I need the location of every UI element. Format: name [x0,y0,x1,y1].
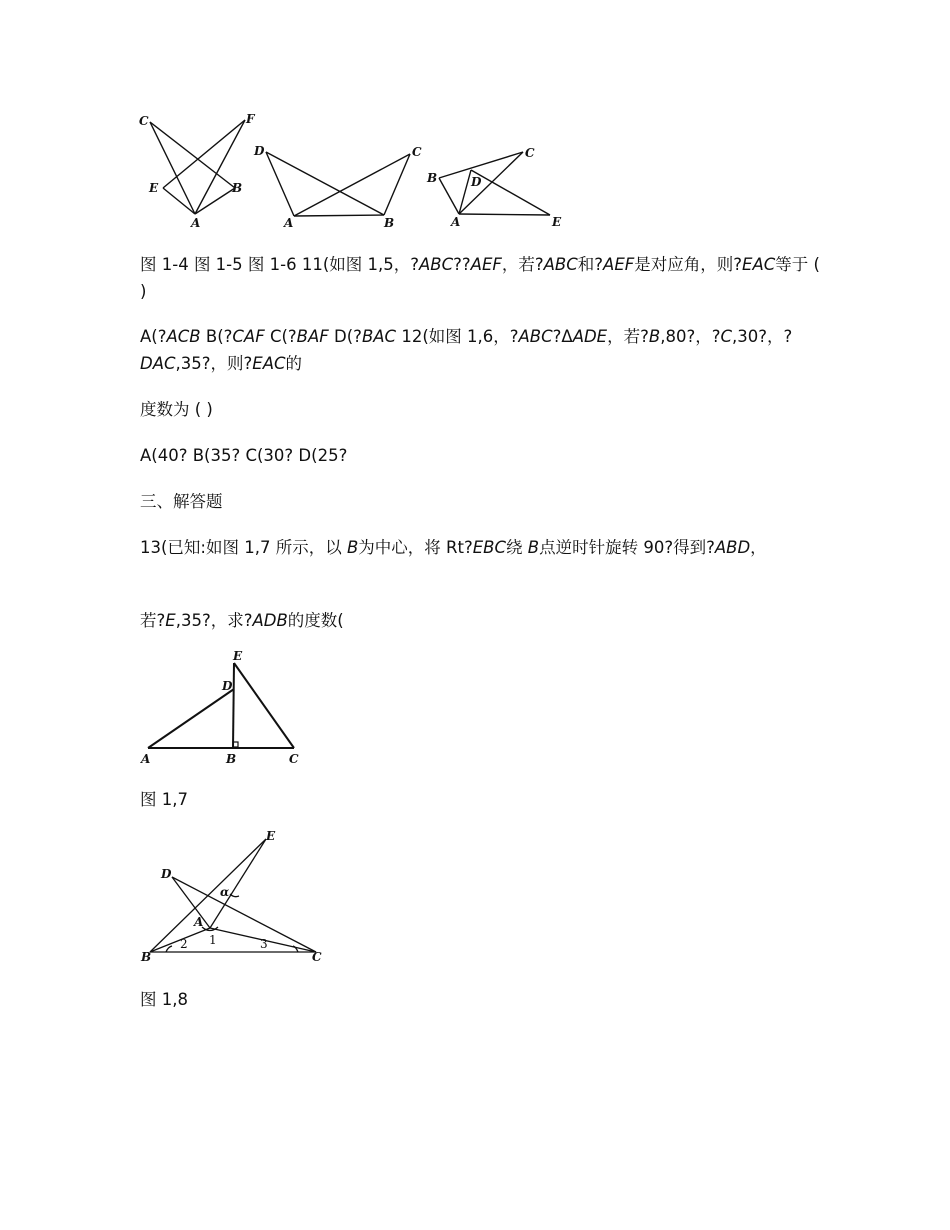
label-c: C [289,752,299,766]
label-d: D [471,175,482,189]
text-run: C(? [264,327,297,346]
label-e: E [266,829,276,843]
text-run: 点逆时针旋转 90?得到? [539,538,715,557]
label-b: B [226,752,237,766]
label-f: F [246,112,255,126]
label-c: C [139,114,149,128]
label-angle-3: 3 [260,937,268,951]
math-run: DAC [140,354,176,373]
label-e: E [233,649,243,663]
figure-1-7 [138,645,308,770]
figure-1-8 [138,822,328,967]
math-run: ABD [714,538,751,557]
math-run: EAC [252,354,286,373]
label-b: B [427,171,438,185]
text-run: ,80?，? [660,327,721,346]
label-a: A [284,216,294,230]
question-13-text [140,534,830,561]
text-run: ,35?，求? [175,611,253,630]
text-run: ?Δ [552,327,573,346]
math-run: E [165,611,176,630]
text-run: 和? [577,255,604,274]
question-12-continuation: 度数为 ( ) [140,400,213,419]
math-run: EAC [742,255,776,274]
question-11-options-and-12-text [140,323,830,377]
text-run: ， [750,538,767,557]
label-a: A [141,752,151,766]
label-d: D [222,679,233,693]
math-run: ABC [419,255,454,274]
label-e: E [552,215,562,229]
math-run: AEF [470,255,502,274]
question-12-options: A(40? B(35? C(30? D(25? [140,446,348,465]
figure-1-8-caption: 图 1,8 [140,990,188,1009]
math-run: BAC [361,327,397,346]
figure-1-6-svg [425,140,570,230]
label-b: B [141,950,152,964]
text-run: 12(如图 1,6，? [396,327,519,346]
math-run: B [527,538,540,557]
label-d: D [161,867,172,881]
text-run: ，若? [607,327,649,346]
question-11-text [140,251,830,305]
text-run: 是对应角，则? [634,255,743,274]
label-d: D [254,144,265,158]
text-run: 若? [140,611,166,630]
math-run: B [346,538,359,557]
text-run: 的 [285,354,303,373]
math-run: BAF [296,327,329,346]
text-run: B(? [200,327,233,346]
figure-1-5-svg [250,140,430,230]
text-run: ，若? [501,255,544,274]
figure-1-6 [425,140,570,230]
math-run: EBC [472,538,507,557]
question-13-continuation [140,607,830,634]
label-c: C [312,950,322,964]
figure-1-7-caption: 图 1,7 [140,790,188,809]
math-run: ABC [543,255,578,274]
math-run: ACB [166,327,201,346]
text-run: A(? [140,327,167,346]
text-run: ?? [453,255,471,274]
label-alpha: α [220,885,230,899]
text-run: 为中心，将 Rt? [358,538,473,557]
label-a: A [191,216,201,230]
section-heading: 三、解答题 [140,492,223,511]
math-run: AEF [603,255,635,274]
label-a: A [194,915,204,929]
text-run: 图 1-4 图 1-5 图 1-6 11(如图 1,5，? [140,255,419,274]
label-e: E [149,181,159,195]
figure-1-5 [250,140,430,230]
math-run: CAF [232,327,265,346]
label-c: C [412,145,422,159]
math-run: C [720,327,732,346]
figure-1-4-svg [135,110,260,230]
math-run: ABC [518,327,553,346]
label-a: A [451,215,461,229]
label-b: B [384,216,395,230]
text-run: ,35?，则? [175,354,253,373]
text-run: 的度数( [287,611,344,630]
label-angle-1: 1 [209,933,217,947]
math-run: ADB [252,611,288,630]
math-run: ADE [572,327,608,346]
label-b: B [232,181,243,195]
figure-1-8-svg [138,822,328,967]
text-run: 绕 [506,538,528,557]
figure-1-7-svg [138,645,308,770]
text-run: ,30?，? [732,327,793,346]
label-angle-2: 2 [180,937,188,951]
text-run: 13(已知:如图 1,7 所示，以 [140,538,347,557]
label-c: C [525,146,535,160]
text-run: 等于 ( ) [140,255,820,301]
text-run: D(? [328,327,362,346]
math-run: B [648,327,661,346]
figure-1-4 [135,110,260,230]
